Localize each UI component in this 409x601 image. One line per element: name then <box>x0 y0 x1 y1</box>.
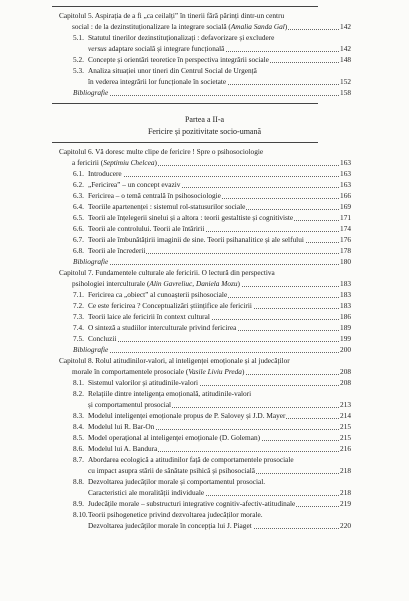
page-number: 171 <box>340 213 351 222</box>
section-number: 8.2. <box>73 389 84 398</box>
dot-leader <box>73 95 351 96</box>
toc-entry-c8-7b <box>88 466 351 476</box>
entry-title: în vederea integrării lor funcționale în societate <box>88 77 227 86</box>
toc-entry-text <box>73 66 258 75</box>
entry-title: Capitolul 5. Aspirația de a fi „ca ceilalți” în tinerii fără părinți dintr-un centru <box>59 11 285 20</box>
section-number: 8.8. <box>73 477 84 486</box>
section-number: 8.4. <box>73 422 84 431</box>
section-number: 6.3. <box>73 191 84 200</box>
toc-entry-c6b <box>72 158 351 168</box>
section-number: 6.7. <box>73 235 84 244</box>
toc-entry-c8-7 <box>73 455 351 465</box>
page-number: 169 <box>340 202 351 211</box>
toc-entry-text <box>72 22 288 31</box>
entry-title: O sinteză a studiilor interculturale privind fericirea <box>88 323 237 332</box>
toc-entry-text <box>73 334 117 343</box>
section-number: 5.1. <box>73 33 84 42</box>
toc-entry-c7-2 <box>73 301 351 311</box>
entry-title: Abordarea ecologică a atitudinilor față de comportamentele prosociale <box>88 455 294 464</box>
entry-author-italic: Bibliografie <box>73 88 109 97</box>
toc-entry-c6 <box>59 147 351 157</box>
entry-title: Fericirea ca „obiect” al cunoașterii psihosociale <box>88 290 228 299</box>
toc-entry-text <box>59 356 291 365</box>
toc-entry-c5-1 <box>73 33 351 43</box>
top-rule <box>52 6 318 7</box>
page-number: 178 <box>340 246 351 255</box>
toc-entry-c8-10 <box>73 510 351 520</box>
entry-title: Teorii psihogenetice privind dezvoltarea judecăților morale. <box>88 510 263 519</box>
section-number: 8.10. <box>73 510 88 519</box>
toc-entry-text <box>73 411 286 420</box>
toc-entry-text <box>73 169 123 178</box>
dot-leader <box>73 264 351 265</box>
page-number: 213 <box>340 400 351 409</box>
toc-entry-text <box>73 257 109 266</box>
toc-entry-c5-2 <box>73 55 351 65</box>
toc-entry-text <box>73 290 228 299</box>
toc-entry-text <box>73 55 270 64</box>
toc-entry-text <box>73 433 261 442</box>
toc-entry-c8-10b <box>88 521 351 531</box>
page-number: 215 <box>340 422 351 431</box>
entry-title: Model operațional al inteligenței emoționale (D. Goleman) <box>88 433 261 442</box>
toc-entry-c6-3 <box>73 191 351 201</box>
entry-title: Sistemul valorilor și atitudinile-valori <box>88 378 199 387</box>
toc-entry-text <box>73 301 253 310</box>
entry-title: Statutul tinerilor dezinstituționalizați : defavorizare și excludere <box>88 33 275 42</box>
page-number: 142 <box>340 44 351 53</box>
toc-entry-c5-3 <box>73 66 351 76</box>
toc-entry-c5-3b <box>88 77 351 87</box>
page-number: 199 <box>340 334 351 343</box>
page-number: 158 <box>340 88 351 97</box>
toc-entry-c6-8 <box>73 246 351 256</box>
toc-entry-text <box>73 389 252 398</box>
toc-entry-c5-bib <box>73 88 351 98</box>
toc-entry-c7 <box>59 268 351 278</box>
toc-entry-text <box>73 246 146 255</box>
section-number: 8.6. <box>73 444 84 453</box>
toc-entry-text <box>72 367 245 376</box>
toc-entry-c8-1 <box>73 378 351 388</box>
toc-entry-text <box>59 268 276 277</box>
toc-entry-text <box>88 44 225 53</box>
toc-entry-text <box>73 422 155 431</box>
toc-entry-text <box>73 455 295 464</box>
toc-entry-text <box>73 224 205 233</box>
entry-title: Capitolul 8. Rolul atitudinilor-valori, al inteligenței emoționale și al judecăților <box>59 356 290 365</box>
page-number: 152 <box>340 77 351 86</box>
entry-title: Modelul lui A. Bandura <box>88 444 158 453</box>
toc-entry-c8-2 <box>73 389 351 399</box>
entry-title: Teorii laice ale fericirii în context cultural <box>88 312 210 321</box>
section-number: 8.5. <box>73 433 84 442</box>
entry-author-italic: Amalia Sanda Gal <box>230 22 285 31</box>
entry-suffix: adaptare socială și integrare funcțională <box>106 44 225 53</box>
toc-entry-c8-2b <box>88 400 351 410</box>
page-number: 180 <box>340 257 351 266</box>
section-number: 8.3. <box>73 411 84 420</box>
toc-entry-c8-5 <box>73 433 351 443</box>
toc-entry-c8-4 <box>73 422 351 432</box>
toc-entry-text <box>88 466 256 475</box>
entry-title: Modelul inteligenței emoționale propus de P. Salovey și J.D. Mayer <box>88 411 286 420</box>
page-number: 163 <box>340 180 351 189</box>
entry-title: Teorii ale îmbunătățirii imaginii de sine. Teorii psihanalitice și ale selfului <box>88 235 304 244</box>
page-number: 208 <box>340 378 351 387</box>
entry-title: Fericirea – o temă centrală în psihosociologie <box>88 191 221 200</box>
toc-entry-text <box>73 477 266 486</box>
toc-entry-c6-bib <box>73 257 351 267</box>
part-rule <box>52 142 318 143</box>
toc-entry-c6-4 <box>73 202 351 212</box>
toc-entry-text <box>59 11 285 20</box>
toc-entry-text <box>73 499 296 508</box>
section-number: 8.1. <box>73 378 84 387</box>
toc-entry-text <box>73 345 109 354</box>
entry-author-italic: Vasile Liviu Preda <box>188 367 242 376</box>
entry-title: Dezvoltarea judecăților morale în concepția lui J. Piaget <box>88 521 252 530</box>
toc-entry-text <box>88 488 205 497</box>
page-number: 214 <box>340 411 351 420</box>
toc-entry-text <box>73 510 264 519</box>
page-number: 218 <box>340 466 351 475</box>
section-number: 6.4. <box>73 202 84 211</box>
part-title: Partea a II-a <box>184 115 225 124</box>
page-number: 183 <box>340 301 351 310</box>
entry-title: psihologiei interculturale ( <box>72 279 150 288</box>
section-number: 7.4. <box>73 323 84 332</box>
entry-title: Ce este fericirea ? Conceptualizări științifice ale fericirii <box>88 301 252 310</box>
page-number: 219 <box>340 499 351 508</box>
entry-author-italic: Septimiu Chelcea <box>103 158 155 167</box>
page-number: 208 <box>340 367 351 376</box>
entry-title: Relațiile dintre inteligența emoțională, atitudinile-valori <box>88 389 252 398</box>
entry-title: Analiza situației unor tineri din Centrul Social de Urgență <box>88 66 257 75</box>
toc-entry-c8-8b <box>88 488 351 498</box>
section-number: 7.1. <box>73 290 84 299</box>
toc-entry-c6-2 <box>73 180 351 190</box>
toc-entry-text <box>88 77 227 86</box>
section-number: 6.2. <box>73 180 84 189</box>
entry-title: „Fericirea” – un concept evaziv <box>88 180 181 189</box>
toc-entry-c7-1 <box>73 290 351 300</box>
toc-entry-c7-3 <box>73 312 351 322</box>
entry-title: a fericirii ( <box>72 158 104 167</box>
toc-entry-c6-6 <box>73 224 351 234</box>
page-number: 148 <box>340 55 351 64</box>
toc-entry-text <box>73 88 109 97</box>
toc-entry-text <box>88 400 172 409</box>
toc-entry-text <box>73 213 294 222</box>
toc-entry-text <box>73 180 181 189</box>
entry-title: Introducere <box>88 169 122 178</box>
entry-title: Judecățile morale – substructuri integrative cognitiv-afectiv-atitudinale <box>88 499 296 508</box>
page-number: 215 <box>340 433 351 442</box>
entry-suffix: ) <box>284 22 288 31</box>
toc-entry-text <box>73 202 246 211</box>
entry-title: Caracteristici ale moralității individuale <box>88 488 205 497</box>
toc-entry-c7-4 <box>73 323 351 333</box>
section-number: 7.3. <box>73 312 84 321</box>
section-number: 7.2. <box>73 301 84 310</box>
page-number: 176 <box>340 235 351 244</box>
page-number: 183 <box>340 279 351 288</box>
page-number: 163 <box>340 169 351 178</box>
entry-title: Teoriile apartenenței : sistemul rol-statusurilor sociale <box>88 202 246 211</box>
page-number: 166 <box>340 191 351 200</box>
page-number: 218 <box>340 488 351 497</box>
toc-entry-text <box>73 323 237 332</box>
entry-author-italic: versus <box>88 44 107 53</box>
toc-entry-c6-5 <box>73 213 351 223</box>
page-number: 186 <box>340 312 351 321</box>
toc-entry-c5 <box>59 11 351 21</box>
dot-leader <box>73 352 351 353</box>
toc-entry-c8-3 <box>73 411 351 421</box>
entry-author-italic: Bibliografie <box>73 257 109 266</box>
toc-entry-c5b <box>72 22 351 32</box>
toc-entry-text <box>88 521 253 530</box>
entry-author-italic: Bibliografie <box>73 345 109 354</box>
toc-entry-c8 <box>59 356 351 366</box>
toc-entry-c8-9 <box>73 499 351 509</box>
toc-entry-c7-5 <box>73 334 351 344</box>
toc-entry-c8b <box>72 367 351 377</box>
entry-title: Teorii ale încrederii <box>88 246 146 255</box>
entry-title: social : de la dezinstituționalizare la integrare socială ( <box>72 22 231 31</box>
page-number: 200 <box>340 345 351 354</box>
toc-entry-c5-1b <box>88 44 351 54</box>
toc-entry-text <box>73 378 199 387</box>
toc-entry-text <box>59 147 264 156</box>
entry-title: morale în comportamentele prosociale ( <box>72 367 189 376</box>
toc-entry-c8-8 <box>73 477 351 487</box>
section-number: 6.5. <box>73 213 84 222</box>
entry-title: Capitolul 6. Vă doresc multe clipe de fericire ! Spre o psihosociologie <box>59 147 264 156</box>
entry-title: Concepte și orientări teoretice în perspectiva integrării sociale <box>88 55 269 64</box>
entry-suffix: ) <box>241 367 245 376</box>
toc-entry-c8-6 <box>73 444 351 454</box>
page-number: 189 <box>340 323 351 332</box>
toc-entry-c7-bib <box>73 345 351 355</box>
page-number: 183 <box>340 290 351 299</box>
entry-title: Capitolul 7. Fundamentele culturale ale fericirii. O lectură din perspectiva <box>59 268 275 277</box>
toc-entry-text <box>73 33 275 42</box>
part-subtitle: Fericire și pozitivitate socio-umană <box>147 127 262 136</box>
entry-author-italic: Alin Gavreliuc, Daniela Mozu <box>149 279 238 288</box>
toc-entry-text <box>72 279 241 288</box>
section-number: 5.2. <box>73 55 84 64</box>
toc-entry-text <box>73 191 222 200</box>
entry-title: Teorii ale înțelegerii sinelui și a altora : teorii gestaltiste și cognitiviste <box>88 213 294 222</box>
section-number: 8.7. <box>73 455 84 464</box>
toc-entry-c7b <box>72 279 351 289</box>
entry-title: Teorii ale controlului. Teorii ale întăririi <box>88 224 205 233</box>
entry-suffix: ) <box>154 158 157 167</box>
section-number: 5.3. <box>73 66 84 75</box>
toc-entry-text <box>72 158 158 167</box>
toc-entry-text <box>73 444 158 453</box>
entry-title: și comportamentul prosocial <box>88 400 172 409</box>
page-number: 216 <box>340 444 351 453</box>
entry-title: Concluzii <box>88 334 117 343</box>
page-number: 220 <box>340 521 351 530</box>
entry-suffix: ) <box>237 279 240 288</box>
toc-entry-c6-7 <box>73 235 351 245</box>
page-number: 174 <box>340 224 351 233</box>
section-number: 6.6. <box>73 224 84 233</box>
toc-entry-c6-1 <box>73 169 351 179</box>
toc-entry-text <box>73 235 305 244</box>
entry-title: Dezvoltarea judecăților morale și comportamentul prosocial. <box>88 477 266 486</box>
page-number: 142 <box>340 22 351 31</box>
section-number: 6.8. <box>73 246 84 255</box>
page-number: 163 <box>340 158 351 167</box>
chapter5-bottom-rule <box>52 103 318 104</box>
entry-title: Modelul lui R. Bar-On <box>88 422 155 431</box>
entry-title: cu impact asupra stării de sănătate psihică și psihosocială <box>88 466 255 475</box>
toc-entry-text <box>73 312 211 321</box>
section-number: 8.9. <box>73 499 84 508</box>
section-number: 7.5. <box>73 334 84 343</box>
section-number: 6.1. <box>73 169 84 178</box>
